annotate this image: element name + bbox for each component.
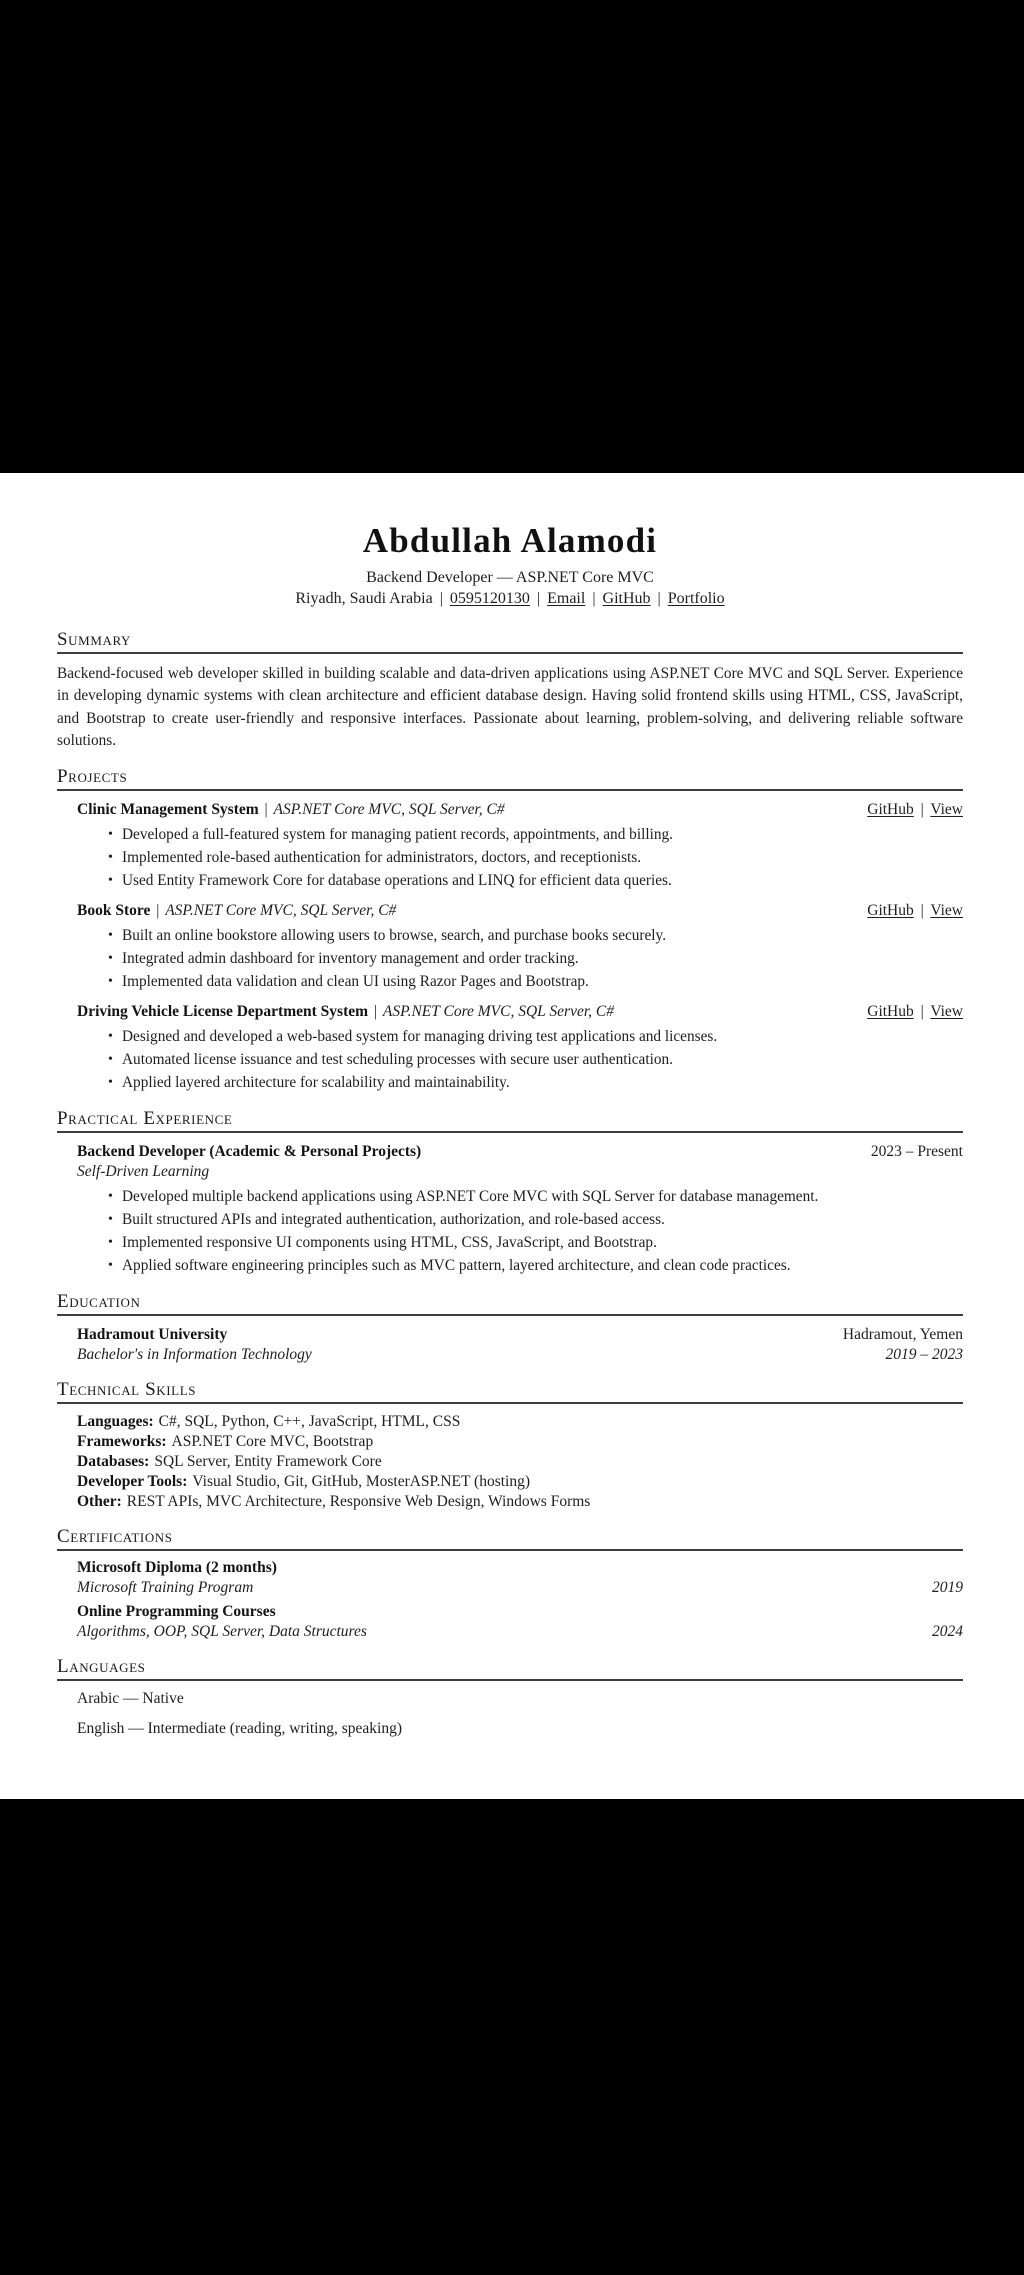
experience-role-line <box>77 1142 421 1162</box>
certification-name: Online Programming Courses <box>77 1603 276 1621</box>
summary-text: Backend-focused web developer skilled in building scalable and data-driven applications using ASP.NET Core MVC and SQL Server. Experience in developing dynamic systems with clean architecture and efficient database design. Having solid frontend skills using HTML, CSS, JavaScript, and Bootstrap to create user-friendly and responsive interfaces. Passionate about learning, problem-solving, and delivering reliable software solutions. <box>57 665 963 749</box>
skill-label: Languages: <box>77 1413 154 1431</box>
project-bullet: • Implemented role-based authentication for administrators, doctors, and receptionists. <box>122 846 963 869</box>
project-bullet: • Automated license issuance and test scheduling processes with secure user authentication. <box>122 1048 963 1071</box>
contact-separator: | <box>439 590 443 607</box>
project-github-link[interactable]: GitHub <box>867 902 914 920</box>
project-tech-stack: ASP.NET Core MVC, SQL Server, C# <box>273 801 505 819</box>
skills-row <box>57 1432 963 1452</box>
section-summary <box>57 629 963 752</box>
project-bullet: • Integrated admin dashboard for inventory management and order tracking. <box>122 947 963 970</box>
project-view-link[interactable]: View <box>930 801 963 819</box>
experience-bullet: • Applied software engineering principles such as MVC pattern, layered architecture, and clean code practices. <box>122 1254 963 1277</box>
project-title-line <box>77 901 396 921</box>
project-name: Driving Vehicle License Department System <box>77 1003 369 1021</box>
project-links-separator: | <box>920 801 924 819</box>
skills-section-title: Technical Skills <box>57 1379 963 1404</box>
project-name: Book Store <box>77 902 151 920</box>
section-certifications <box>57 1526 963 1642</box>
project-links <box>867 901 963 921</box>
experience-section-title: Practical Experience <box>57 1108 963 1133</box>
project-view-link[interactable]: View <box>930 902 963 920</box>
experience-bullet: • Built structured APIs and integrated authentication, authorization, and role-based access. <box>122 1208 963 1231</box>
project-bullet: • Developed a full-featured system for managing patient records, appointments, and billing. <box>122 823 963 846</box>
section-education <box>57 1291 963 1365</box>
skill-label: Other: <box>77 1493 122 1511</box>
experience-item <box>57 1142 963 1277</box>
project-separator: | <box>264 801 268 819</box>
certification-item <box>57 1602 963 1642</box>
project-links <box>867 1002 963 1022</box>
education-dates: 2019 – 2023 <box>885 1346 963 1364</box>
project-name: Clinic Management System <box>77 801 259 819</box>
education-item <box>57 1325 963 1365</box>
contact-line <box>57 589 963 608</box>
project-bullet: • Designed and developed a web-based system for managing driving test applications and licenses. <box>122 1025 963 1048</box>
candidate-headline: Backend Developer — ASP.NET Core MVC <box>366 569 654 586</box>
skill-value: REST APIs, MVC Architecture, Responsive Web Design, Windows Forms <box>126 1493 591 1511</box>
project-bullet: • Built an online bookstore allowing users to browse, search, and purchase books securely. <box>122 924 963 947</box>
github-link[interactable]: GitHub <box>602 590 651 607</box>
skill-label: Frameworks: <box>77 1433 167 1451</box>
skills-row <box>57 1492 963 1512</box>
certification-item <box>57 1558 963 1598</box>
education-school-line <box>77 1325 227 1345</box>
section-languages <box>57 1656 963 1739</box>
section-skills <box>57 1379 963 1512</box>
summary-section-title: Summary <box>57 629 963 654</box>
project-bullet: • Used Entity Framework Core for database operations and LINQ for efficient data queries. <box>122 869 963 892</box>
language-item: Arabic — Native <box>77 1690 184 1708</box>
project-bullet: • Implemented data validation and clean UI using Razor Pages and Bootstrap. <box>122 970 963 993</box>
project-links-separator: | <box>920 902 924 920</box>
candidate-name: Abdullah Alamodi <box>362 521 658 560</box>
skill-label: Developer Tools: <box>77 1473 188 1491</box>
language-item: English — Intermediate (reading, writing, speaking) <box>77 1720 402 1738</box>
certification-year: 2024 <box>932 1623 963 1641</box>
skill-label: Databases: <box>77 1453 150 1471</box>
project-github-link[interactable]: GitHub <box>867 801 914 819</box>
certification-name: Microsoft Diploma (2 months) <box>77 1559 277 1577</box>
project-title-line <box>77 800 505 820</box>
education-location: Hadramout, Yemen <box>842 1326 963 1344</box>
project-bullet: • Applied layered architecture for scalability and maintainability. <box>122 1071 963 1094</box>
section-experience <box>57 1108 963 1277</box>
project-separator: | <box>373 1003 378 1021</box>
project-tech-stack: ASP.NET Core MVC, SQL Server, C# <box>382 1003 614 1021</box>
resume-page <box>0 473 1024 1799</box>
contact-separator: | <box>657 590 661 607</box>
experience-role: Backend Developer (Academic & Personal Projects) <box>77 1143 422 1161</box>
project-item <box>57 1002 963 1094</box>
experience-bullet: • Developed multiple backend applications using ASP.NET Core MVC with SQL Server for database management. <box>122 1185 963 1208</box>
contact-location: Riyadh, Saudi Arabia <box>295 590 433 607</box>
project-title-line <box>77 1002 614 1022</box>
contact-separator: | <box>536 590 541 607</box>
skills-row <box>57 1412 963 1432</box>
education-section-title: Education <box>57 1291 963 1316</box>
project-item <box>57 800 963 892</box>
portfolio-link[interactable]: Portfolio <box>667 590 725 607</box>
email-link[interactable]: Email <box>547 590 586 607</box>
skill-value: C#, SQL, Python, C++, JavaScript, HTML, CSS <box>158 1413 461 1431</box>
project-item <box>57 901 963 993</box>
languages-section-title: Languages <box>57 1656 963 1681</box>
section-projects <box>57 766 963 1094</box>
certification-year: 2019 <box>932 1579 963 1597</box>
education-school: Hadramout University <box>77 1326 228 1344</box>
certifications-section-title: Certifications <box>57 1526 963 1551</box>
skill-value: ASP.NET Core MVC, Bootstrap <box>171 1433 374 1451</box>
project-links <box>867 800 963 820</box>
skill-value: Visual Studio, Git, GitHub, MosterASP.NET (hosting) <box>192 1473 531 1491</box>
skill-value: SQL Server, Entity Framework Core <box>154 1453 382 1471</box>
experience-dates: 2023 – Present <box>870 1143 963 1161</box>
education-degree-line <box>77 1345 312 1365</box>
experience-subtitle: Self-Driven Learning <box>77 1163 210 1181</box>
project-links-separator: | <box>920 1003 924 1021</box>
phone-link[interactable]: 0595120130 <box>449 590 530 607</box>
project-separator: | <box>156 902 160 920</box>
certification-detail: Algorithms, OOP, SQL Server, Data Structures <box>77 1623 367 1641</box>
project-view-link[interactable]: View <box>930 1003 963 1021</box>
projects-section-title: Projects <box>57 766 963 791</box>
project-github-link[interactable]: GitHub <box>867 1003 914 1021</box>
skills-row <box>57 1472 963 1492</box>
experience-bullet: • Implemented responsive UI components using HTML, CSS, JavaScript, and Bootstrap. <box>122 1231 963 1254</box>
skills-row <box>57 1452 963 1472</box>
certification-detail: Microsoft Training Program <box>77 1579 254 1597</box>
contact-separator: | <box>592 590 596 607</box>
education-degree: Bachelor's in Information Technology <box>77 1346 312 1364</box>
project-tech-stack: ASP.NET Core MVC, SQL Server, C# <box>165 902 397 920</box>
